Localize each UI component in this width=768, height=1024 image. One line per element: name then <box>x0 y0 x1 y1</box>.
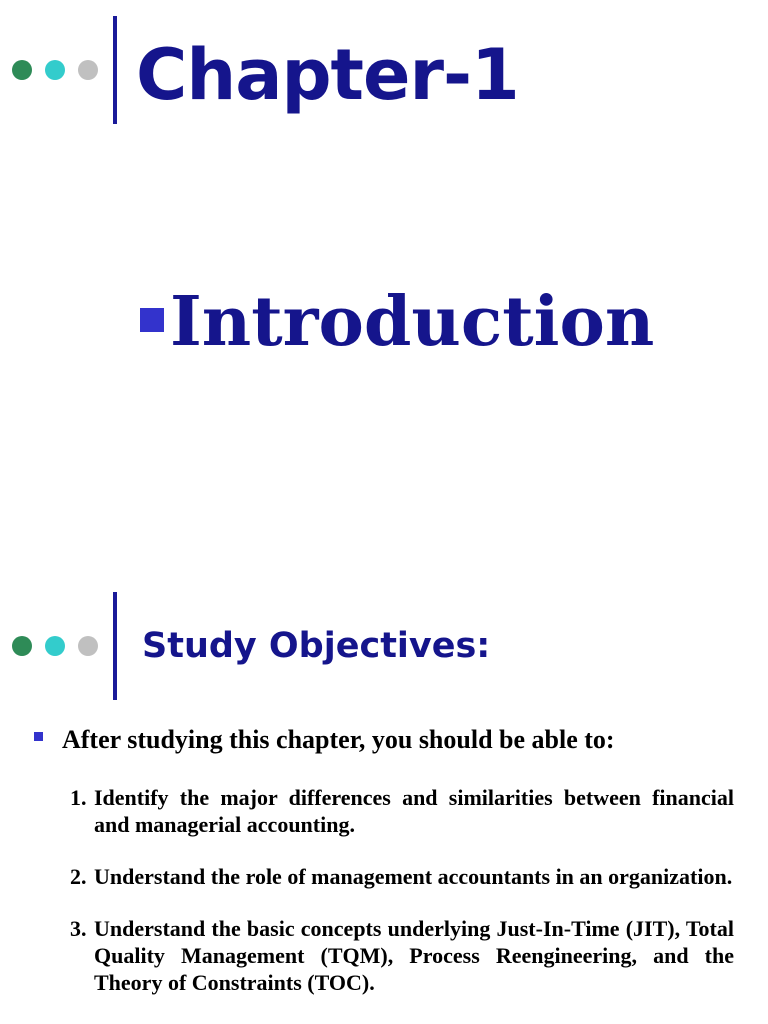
green-dot-icon <box>12 60 32 80</box>
objectives-list <box>70 784 734 1021</box>
square-bullet-icon <box>34 732 43 741</box>
title-divider-bar-1 <box>113 16 117 124</box>
study-objectives-title: Study Objectives: <box>142 626 491 666</box>
objective-text: Understand the role of management accountants in an organization. <box>94 864 733 889</box>
objective-text: Identify the major differences and similarities between financial and managerial accounting. <box>94 785 734 837</box>
gray-dot-icon <box>78 636 98 656</box>
green-dot-icon <box>12 636 32 656</box>
decorative-dots-2 <box>12 636 102 656</box>
lead-bullet-item <box>34 724 734 758</box>
objective-item <box>70 863 734 890</box>
objective-text: Understand the basic concepts underlying Just-In-Time (JIT), Total Quality Management (TQM), Process Reengineering, and the Theory of Constraints (TOC). <box>94 916 734 995</box>
square-bullet-icon <box>140 308 164 332</box>
objective-item <box>70 784 734 838</box>
decorative-dots-1 <box>12 60 102 80</box>
objective-number: 3. <box>70 916 87 941</box>
teal-dot-icon <box>45 636 65 656</box>
objective-number: 1. <box>70 785 87 810</box>
gray-dot-icon <box>78 60 98 80</box>
lead-text: After studying this chapter, you should be able to: <box>62 725 615 754</box>
title-divider-bar-2 <box>113 592 117 700</box>
chapter-title: Chapter-1 <box>136 34 519 116</box>
teal-dot-icon <box>45 60 65 80</box>
introduction-text: Introduction <box>170 282 655 362</box>
objective-item <box>70 915 734 996</box>
objective-number: 2. <box>70 864 87 889</box>
